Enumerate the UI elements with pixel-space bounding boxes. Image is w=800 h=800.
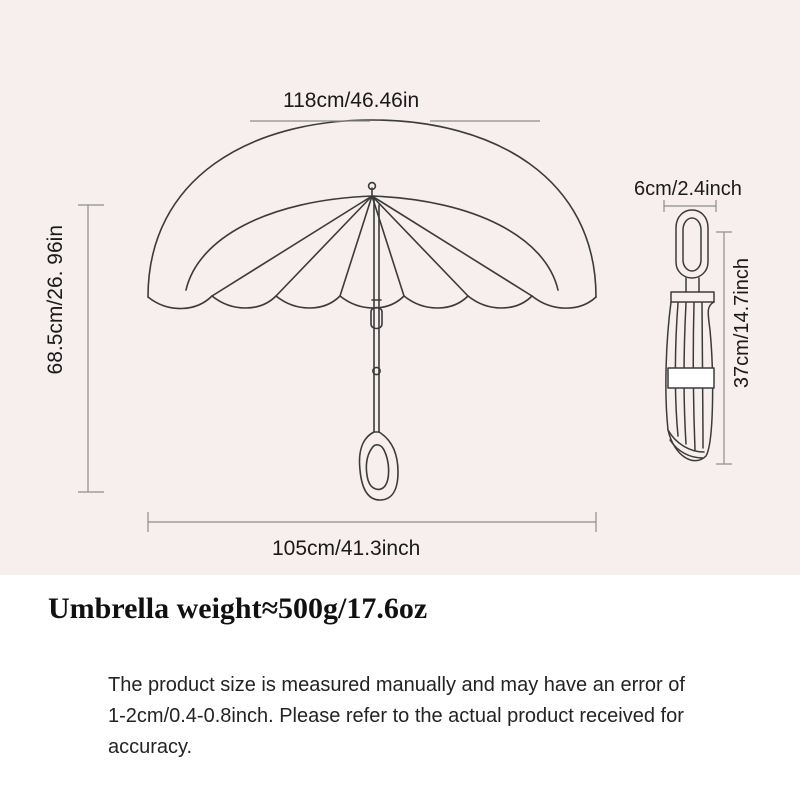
dimension-label-folded-height: 37cm/14.7inch	[731, 258, 753, 389]
dimension-label-span-width: 105cm/41.3inch	[272, 537, 421, 560]
folded-umbrella-illustration	[666, 210, 714, 461]
open-umbrella-illustration	[148, 120, 596, 500]
dimension-label-open-width: 118cm/46.46in	[283, 89, 420, 112]
umbrella-weight-text: Umbrella weight≈500g/17.6oz	[48, 592, 428, 625]
notes-panel	[0, 575, 800, 800]
dimension-label-open-height: 68.5cm/26. 96in	[44, 225, 67, 375]
dimension-label-folded-width: 6cm/2.4inch	[634, 178, 742, 200]
measurement-disclaimer-text: The product size is measured manually and may have an error of 1-2cm/0.4-0.8inch. Please refer to the actual product received for accuracy.	[108, 674, 685, 758]
